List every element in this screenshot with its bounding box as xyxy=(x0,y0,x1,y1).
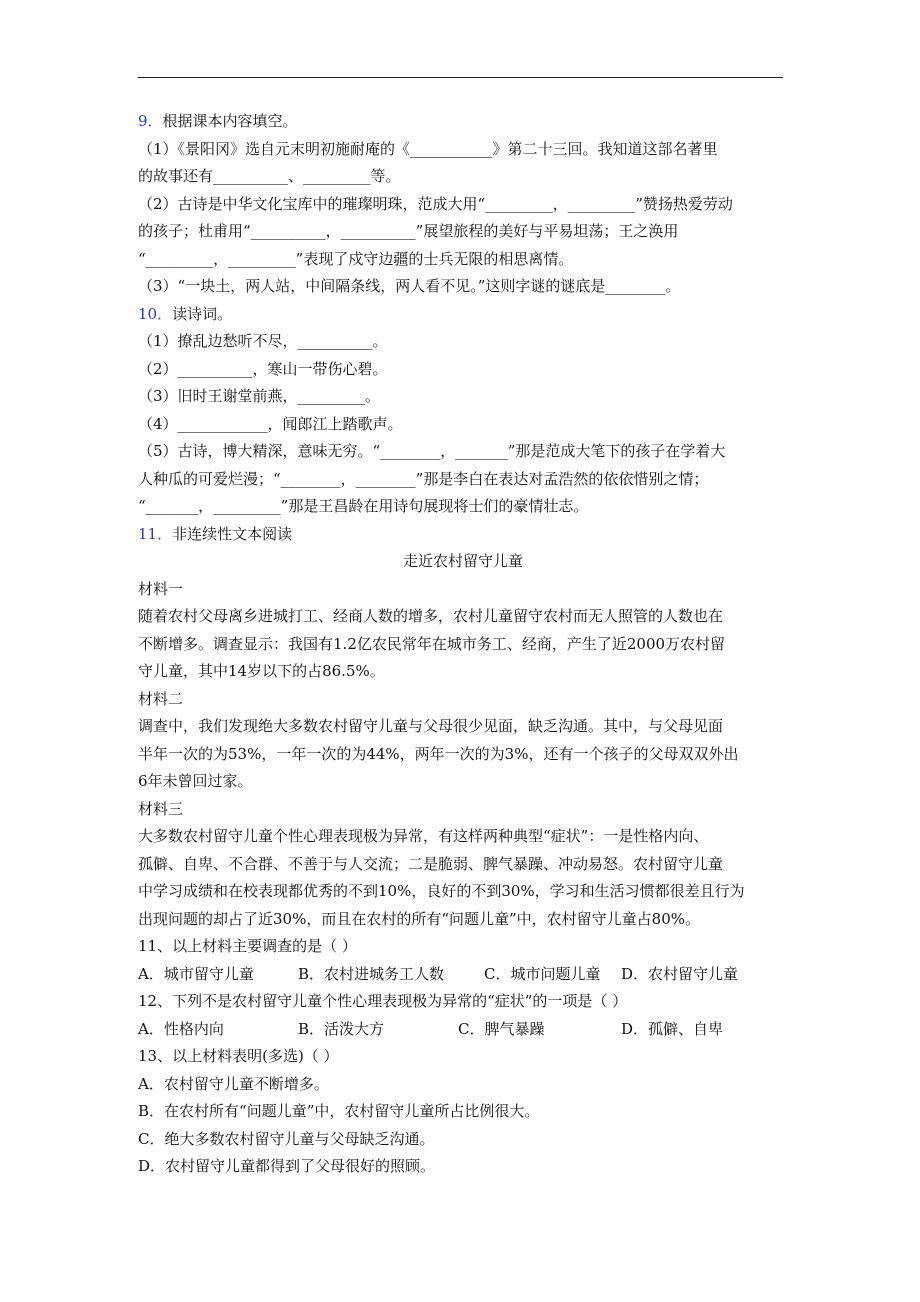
header-rule xyxy=(138,77,783,78)
material-line: 半年一次的为53%，一年一次的为44%，两年一次的为3%，还有一个孩子的父母双双外出 xyxy=(138,744,739,763)
option-d[interactable]: D．农村留守儿童都得到了父母很好的照顾。 xyxy=(138,1157,436,1175)
subq-options xyxy=(138,1016,788,1044)
option-c[interactable]: C．城市问题儿童 xyxy=(484,964,601,983)
q10-heading xyxy=(138,301,788,329)
option-b[interactable]: B．活泼大方 xyxy=(298,1019,385,1038)
material-heading: 材料一 xyxy=(138,579,184,598)
q10-title: 读诗词。 xyxy=(172,304,233,323)
material-heading: 材料二 xyxy=(138,689,184,708)
material-line: 守儿童，其中14岁以下的占86.5%。 xyxy=(138,662,385,680)
material-line: 孤僻、自卑、不合群、不善于与人交流；二是脆弱、脾气暴躁、冲动易怒。农村留守儿童 xyxy=(138,854,724,873)
q10-line: （1）撩乱边愁听不尽，__________。 xyxy=(138,332,388,350)
q11-title: 非连续性文本阅读 xyxy=(172,524,293,543)
option-c[interactable]: C．脾气暴躁 xyxy=(458,1019,545,1038)
q10-line: （3）旧时王谢堂前燕，_________。 xyxy=(138,387,381,405)
material-line: 不断增多。调查显示：我国有1.2亿农民常年在城市务工、经商，产生了近2000万农村留 xyxy=(138,634,726,653)
q9-title: 根据课本内容填空。 xyxy=(162,112,298,130)
q9-line: （3）“一块土，两人站，中间隔条线，两人看不见。”这则字谜的谜底是________。 xyxy=(138,277,681,295)
material-line: 出现问题的却占了近30%，而且在农村的所有“问题儿童”中，农村留守儿童占80%。 xyxy=(138,909,701,928)
subq-options xyxy=(138,961,788,989)
option-a[interactable]: A．城市留守儿童 xyxy=(138,964,254,983)
option-a[interactable]: A．性格内向 xyxy=(138,1019,224,1038)
option-b[interactable]: B．农村进城务工人数 xyxy=(298,964,445,983)
material-line: 中学习成绩和在校表现都优秀的不到10%，良好的不到30%，学习和生活习惯都很差且行为 xyxy=(138,882,745,900)
q10-number: 10． xyxy=(138,304,173,323)
q10-line: （5）古诗，博大精深，意味无穷。“________，_______”那是范成大笔下的孩子在学着大 xyxy=(138,442,726,460)
option-b[interactable]: B．在农村所有“问题儿童”中，农村留守儿童所占比例很大。 xyxy=(138,1102,540,1120)
q9-line: （1）《景阳冈》选自元末明初施耐庵的《___________》第二十三回。我知道这部名著里 xyxy=(138,139,718,158)
q9-line: （2）古诗是中华文化宝库中的璀璨明珠，范成大用“_________，_________”赞扬热爱劳动 xyxy=(138,194,733,213)
q10-line: （2）__________，寒山一带伤心碧。 xyxy=(138,359,388,378)
q10-line: （4）____________，闻郎江上踏歌声。 xyxy=(138,414,403,433)
material-line: 随着农村父母离乡进城打工、经商人数的增多，农村儿童留守农村而无人照管的人数也在 xyxy=(138,607,724,625)
q9-line: 的孩子；杜甫用“__________，__________”展望旅程的美好与平易坦荡；王之涣用 xyxy=(138,222,679,240)
q9-number: 9． xyxy=(138,112,163,130)
material-heading: 材料三 xyxy=(138,799,184,818)
document-body xyxy=(138,108,788,1181)
material-line: 6年未曾回过家。 xyxy=(138,772,253,790)
subq-stem: 12、下列不是农村留守儿童个性心理表现极为异常的“症状”的一项是（ ） xyxy=(138,992,628,1010)
subq-stem: 11、以上材料主要调查的是（ ） xyxy=(138,937,357,955)
subq-stem: 13、以上材料表明(多选)（ ） xyxy=(138,1047,339,1065)
q9-line: 的故事还有__________、_________等。 xyxy=(138,167,401,185)
option-c[interactable]: C．绝大多数农村留守儿童与父母缺乏沟通。 xyxy=(138,1129,435,1148)
material-line: 大多数农村留守儿童个性心理表现极为异常，有这样两种典型“症状”：一是性格内向、 xyxy=(138,827,709,845)
material-line: 调查中，我们发现绝大多数农村留守儿童与父母很少见面，缺乏沟通。其中，与父母见面 xyxy=(138,717,724,735)
option-d[interactable]: D．孤僻、自卑 xyxy=(621,1019,724,1038)
q10-line: “_______，_________”那是王昌龄在用诗句展现将士们的豪情壮志。 xyxy=(138,497,589,515)
option-a[interactable]: A．农村留守儿童不断增多。 xyxy=(138,1074,329,1093)
option-d[interactable]: D．农村留守儿童 xyxy=(621,964,739,983)
article-title: 走近农村留守儿童 xyxy=(402,552,523,570)
q9-heading xyxy=(138,108,788,136)
q10-line: 人种瓜的可爱烂漫；“________，________”那是李白在表达对孟浩然的依依惜别之情； xyxy=(138,469,709,488)
q9-line: “_________，_________”表现了戍守边疆的士兵无限的相思离情。 xyxy=(138,249,574,268)
q11-heading xyxy=(138,521,788,549)
q11-number: 11． xyxy=(138,524,173,543)
